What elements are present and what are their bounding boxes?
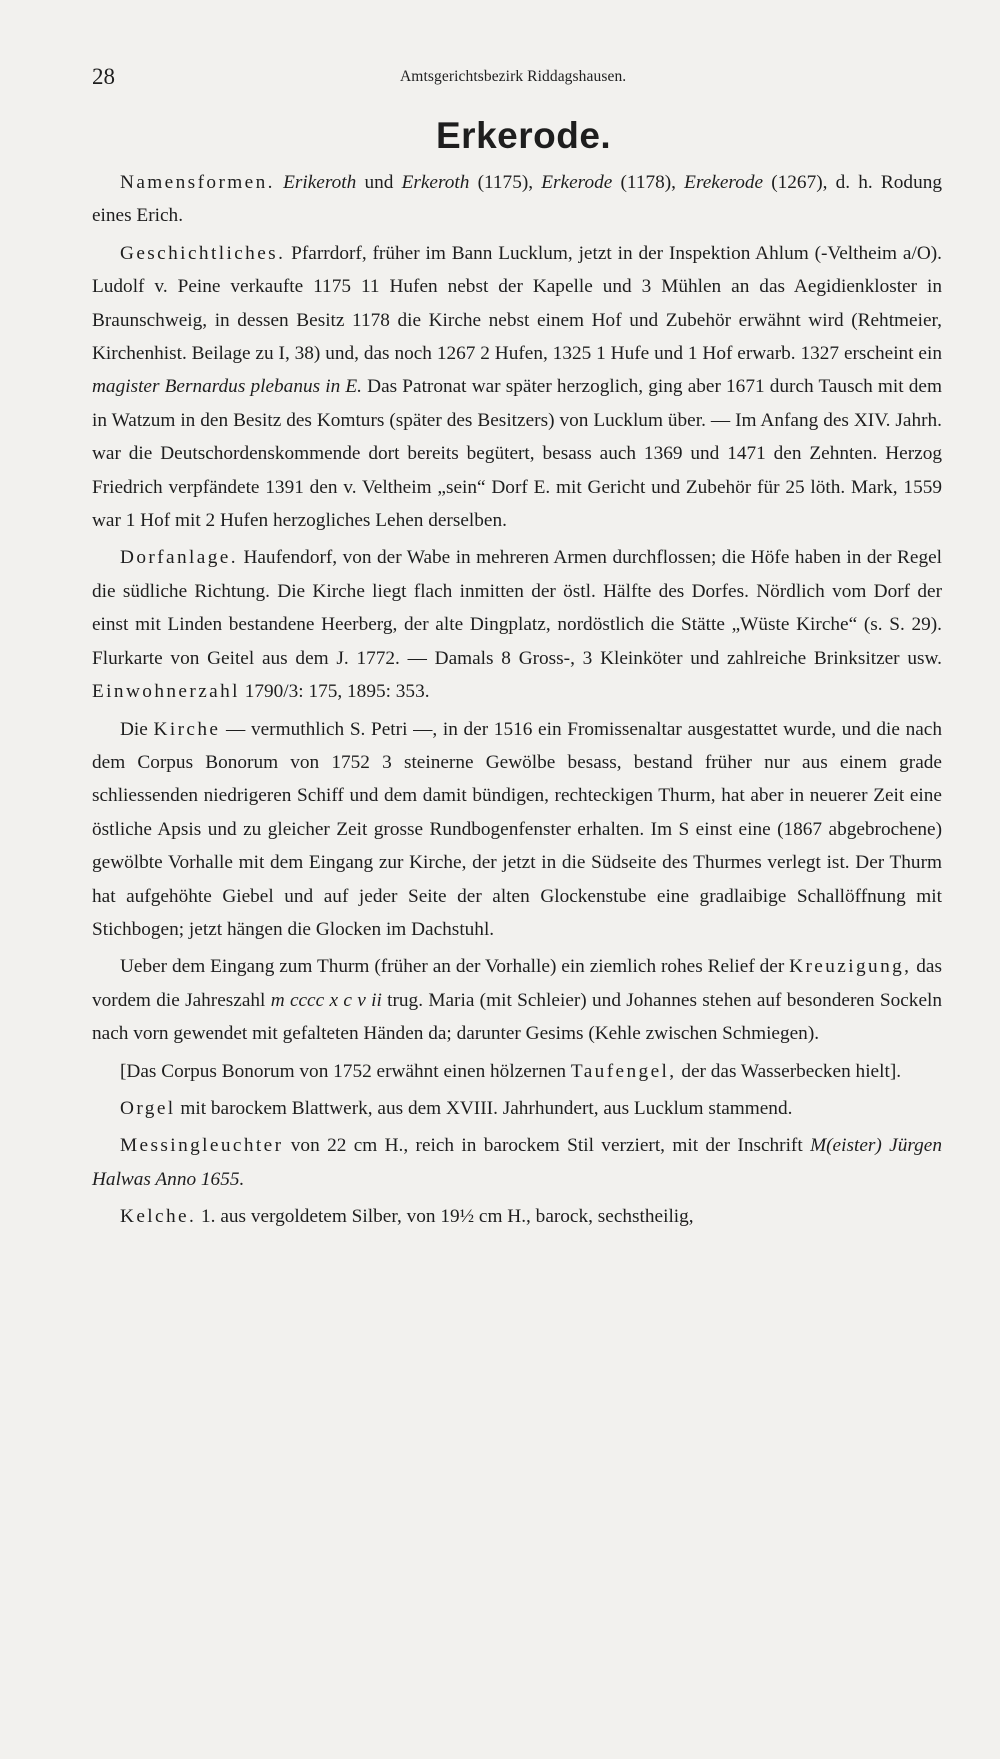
text-run: 1790/3: 175, 1895: 353. — [239, 681, 430, 703]
italic-run: Erekerode — [684, 172, 764, 193]
body-text — [92, 166, 942, 1238]
text-run: — vermuthlich S. Petri —, in der 1516 ein Fromissenaltar ausgestattet wurde, und die nach dem Corpus Bonorum von 1752 3 steinerne Gewölbe besass, bestand früher nur aus einem grade schliessenden niedrigeren Schiff und dem damit bündigen, rechteckigen Thurm, hat aber in neuerer Zeit eine östliche Apsis und zu gleicher Zeit grosse Rundbogenfenster erhalten. Im S einst eine (1867 abgebrochene) gewölbte Vorhalle mit dem Eingang zur Kirche, der jetzt in die Südseite des Thurmes verlegt ist. Der Thurm hat aufgehöhte Giebel und auf jeder Seite der alten Glockenstube eine gradlaibige Schallöffnung mit Stichbogen; jetzt hängen die Glocken im Dachstuhl. — [92, 718, 942, 940]
text-run: und — [356, 172, 402, 193]
text-run: 1. aus vergoldetem Silber, von 19½ cm H., barock, sechstheilig, — [196, 1206, 694, 1228]
text-run: Ueber dem Eingang zum Thurm (früher an der Vorhalle) ein ziemlich rohes Relief der — [120, 956, 790, 978]
paragraph-taufengel — [92, 1055, 942, 1088]
text-run: Pfarrdorf, früher im Bann Lucklum, jetzt in der Inspektion Ahlum (-Veltheim a/O). Ludolf v. Peine verkaufte 1175 11 Hufen nebst der Kapelle und 3 Mühlen an das Aegidienkloster in Braunschweig, in dessen Besitz 1178 die Kirche nebst einem Hof und Zubehör erwähnt wird (Rehtmeier, Kirchenhist. Beilage zu I, 38) und, das noch 1267 2 Hufen, 1325 1 Hufe und 1 Hof erwarb. 1327 erscheint ein — [92, 242, 942, 365]
paragraph-label: Dorfanlage. — [120, 547, 238, 569]
paragraph-label: Kelche. — [120, 1206, 197, 1228]
paragraph-kelche — [92, 1200, 942, 1233]
paragraph-namensformen — [92, 166, 942, 233]
paragraph-label: Namensformen. — [120, 172, 275, 193]
text-run: von 22 cm H., reich in barockem Stil verziert, mit der Inschrift — [283, 1135, 811, 1157]
paragraph-orgel — [92, 1092, 942, 1125]
running-head: Amtsgerichtsbezirk Riddagshausen. — [400, 68, 627, 85]
italic-run: m cccc x c v ii — [270, 989, 382, 1011]
text-run: trug. Maria (mit Schleier) und Johannes stehen auf besonderen Sockeln nach vorn gewendet mit gefalteten Händen da; darunter Gesims (Kehle zwischen Schmiegen). — [92, 989, 943, 1045]
paragraph-dorfanlage — [92, 541, 942, 708]
paragraph-kirche — [92, 713, 942, 947]
paragraph-label: Kirche — [153, 718, 221, 740]
paragraph-label: Orgel — [120, 1097, 176, 1119]
page-header — [92, 60, 942, 100]
text-run: Die — [120, 718, 154, 740]
text-run: (1267), d. h. Rodung eines Erich. — [92, 172, 942, 227]
text-run: Das Patronat war später herzoglich, ging aber 1671 durch Tausch mit dem in Watzum in den Besitz des Komturs (später des Besitzers) von Lucklum über. — Im Anfang des XIV. Jahrh. war die Deutschordenskommende dort bereits begütert, besass auch 1369 und 1471 den Zehnten. Herzog Friedrich verpfändete 1391 den v. Veltheim „sein“ Dorf E. mit Gericht und Zubehör für 25 löth. Mark, 1559 war 1 Hof mit 2 Hufen herzogliches Lehen derselben. — [92, 376, 942, 532]
paragraph-relief — [92, 950, 942, 1050]
text-run: der das Wasserbecken hielt]. — [676, 1060, 902, 1082]
italic-run: Erkerode — [541, 172, 613, 193]
italic-run: Erkeroth — [401, 172, 470, 193]
text-run: das vordem die Jahreszahl — [92, 956, 942, 1011]
text-run: [Das Corpus Bonorum von 1752 erwähnt einen hölzernen — [120, 1060, 571, 1082]
paragraph-geschichtliches — [92, 237, 942, 538]
paragraph-label: Einwohnerzahl — [92, 681, 240, 703]
paragraph-label: Kreuzigung, — [789, 956, 912, 978]
text-run — [275, 172, 283, 193]
italic-run: M(eister) Jürgen Halwas Anno 1655. — [92, 1135, 942, 1190]
paragraph-label: Geschichtliches. — [120, 242, 286, 264]
text-run: mit barockem Blattwerk, aus dem XVIII. Jahrhundert, aus Lucklum stammend. — [175, 1097, 793, 1119]
text-run: (1175), — [469, 172, 542, 193]
text-run: Haufendorf, von der Wabe in mehreren Armen durchflossen; die Höfe haben in der Regel die südliche Richtung. Die Kirche liegt flach inmitten der östl. Hälfte des Dorfes. Nördlich vom Dorf der einst mit Linden bestandene Heerberg, der alte Dingplatz, nordöstlich die Stätte „Wüste Kirche“ (s. S. 29). Flurkarte von Geitel aus dem J. 1772. — Damals 8 Gross-, 3 Kleinköter und zahlreiche Brinksitzer usw. — [92, 547, 942, 669]
italic-run: Erikeroth — [283, 172, 357, 193]
section-title: Erkerode. — [436, 115, 612, 156]
text-run: (1178), — [612, 172, 685, 193]
italic-run: magister Bernardus plebanus in E. — [92, 376, 362, 398]
paragraph-label: Messingleuchter — [120, 1135, 284, 1157]
paragraph-messingleuchter — [92, 1129, 942, 1196]
paragraph-label: Taufengel, — [570, 1060, 677, 1082]
page-number: 28 — [92, 64, 115, 89]
